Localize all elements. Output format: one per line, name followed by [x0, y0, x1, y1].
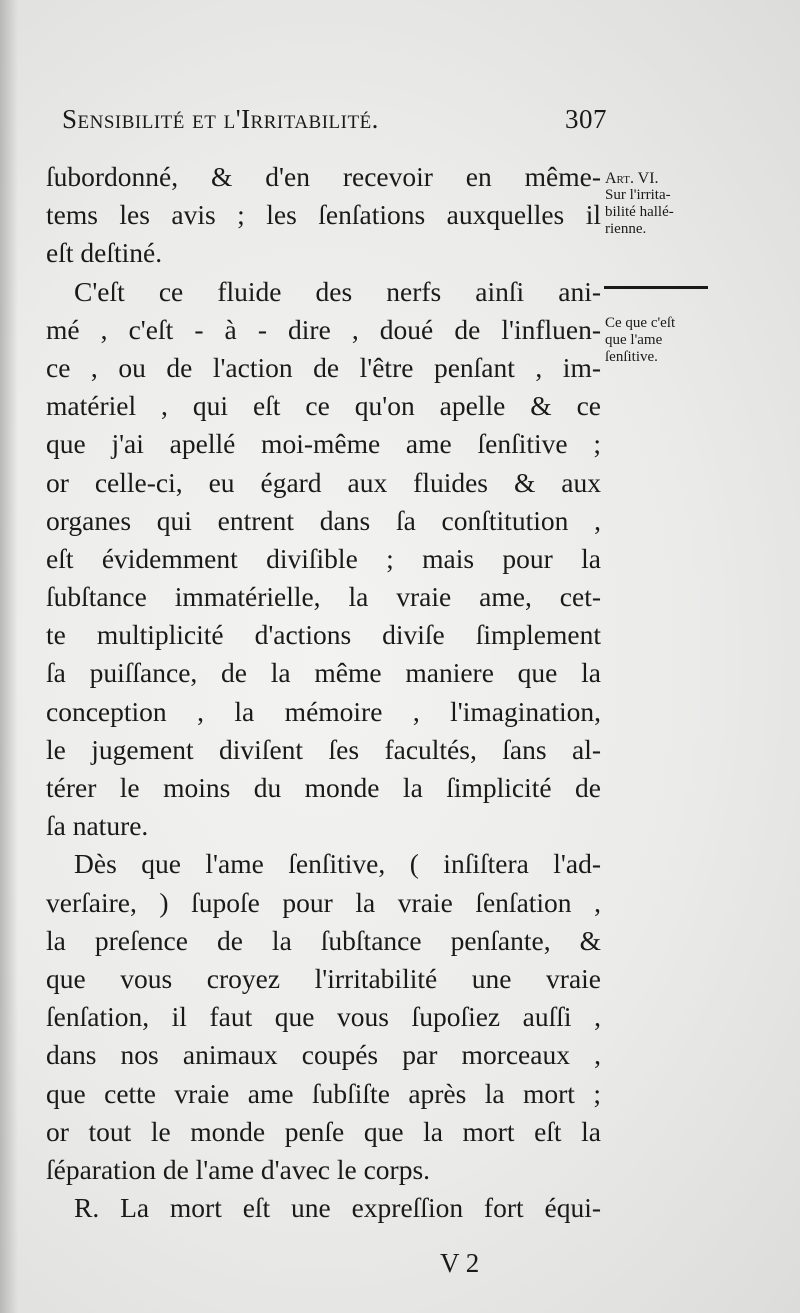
text-line: eſt évidemment diviſible ; mais pour la	[46, 542, 601, 574]
margin-note-line: Ce que c'eſt	[605, 315, 676, 331]
text-line: or celle-ci, eu égard aux fluides & aux	[46, 466, 601, 498]
margin-note-line: rienne.	[605, 221, 647, 237]
text-line: que j'ai apellé moi-même ame ſenſitive ;	[46, 428, 601, 460]
text-line: ce , ou de l'action de l'être penſant , im-	[46, 351, 601, 383]
margin-note-topic	[605, 315, 710, 366]
text-line: eſt deſtiné.	[46, 237, 163, 269]
text-line: or tout le monde penſe que la mort eſt la	[46, 1115, 601, 1147]
margin-note-line: que l'ame	[605, 332, 663, 348]
text-line: te multiplicité d'actions diviſe ſimplement	[46, 619, 601, 651]
signature-mark: V 2	[440, 1248, 480, 1278]
margin-note-line: bilité hallé-	[605, 204, 674, 220]
text-line: que cette vraie ame ſubſiſte après la mort ;	[46, 1077, 601, 1109]
text-line: térer le moins du monde la ſimplicité de	[46, 772, 601, 803]
text-line: ſéparation de l'ame d'avec le corps.	[46, 1153, 431, 1185]
paragraph-first-line: R. La mort eſt une expreſſion fort équi-	[74, 1192, 601, 1224]
text-line: dans nos animaux coupés par morceaux ,	[46, 1039, 601, 1071]
text-line: le jugement diviſent ſes facultés, ſans al-	[46, 733, 601, 765]
text-line: ſa puiſſance, de la même maniere que la	[46, 657, 601, 689]
running-header	[62, 104, 607, 135]
text-line: la preſence de la ſubſtance penſante, &	[46, 924, 601, 956]
text-line: verſaire, ) ſupoſe pour la vraie ſenſation ,	[46, 886, 601, 918]
text-line: ſubſtance immatérielle, la vraie ame, cet-	[46, 581, 601, 613]
gutter-shadow	[0, 0, 18, 1313]
paragraph-first-line: Dès que l'ame ſenſitive, ( inſiſtera l'ad-	[74, 848, 601, 880]
main-text	[46, 158, 601, 1227]
text-line: organes qui entrent dans ſa conſtitution ,	[46, 504, 601, 536]
text-line: mé , c'eſt - à - dire , doué de l'influen-	[46, 313, 601, 345]
text-line: ſa nature.	[46, 810, 149, 842]
margin-rule	[604, 286, 708, 289]
paragraph-first-line: C'eſt ce fluide des nerfs ainſi ani-	[74, 275, 601, 307]
margin-note-line: Sur l'irrita-	[605, 187, 671, 203]
margin-note-line: ſenſitive.	[605, 349, 658, 365]
text-line: conception , la mémoire , l'imagination,	[46, 695, 601, 727]
text-line: matériel , qui eſt ce qu'on apelle & ce	[46, 390, 601, 422]
text-line: ſenſation, il faut que vous ſupoſiez auſſi ,	[46, 1001, 601, 1033]
text-line: que vous croyez l'irritabilité une vraie	[46, 962, 601, 994]
margin-note-article	[605, 170, 710, 238]
running-title: Sensibilité et l'Irritabilité.	[62, 104, 379, 134]
page-number: 307	[565, 104, 607, 134]
margin-article-label: Art. VI.	[605, 170, 659, 187]
text-line: tems les avis ; les ſenſations auxquelles il	[46, 199, 601, 231]
text-line: ſubordonné, & d'en recevoir en même-	[46, 161, 601, 192]
